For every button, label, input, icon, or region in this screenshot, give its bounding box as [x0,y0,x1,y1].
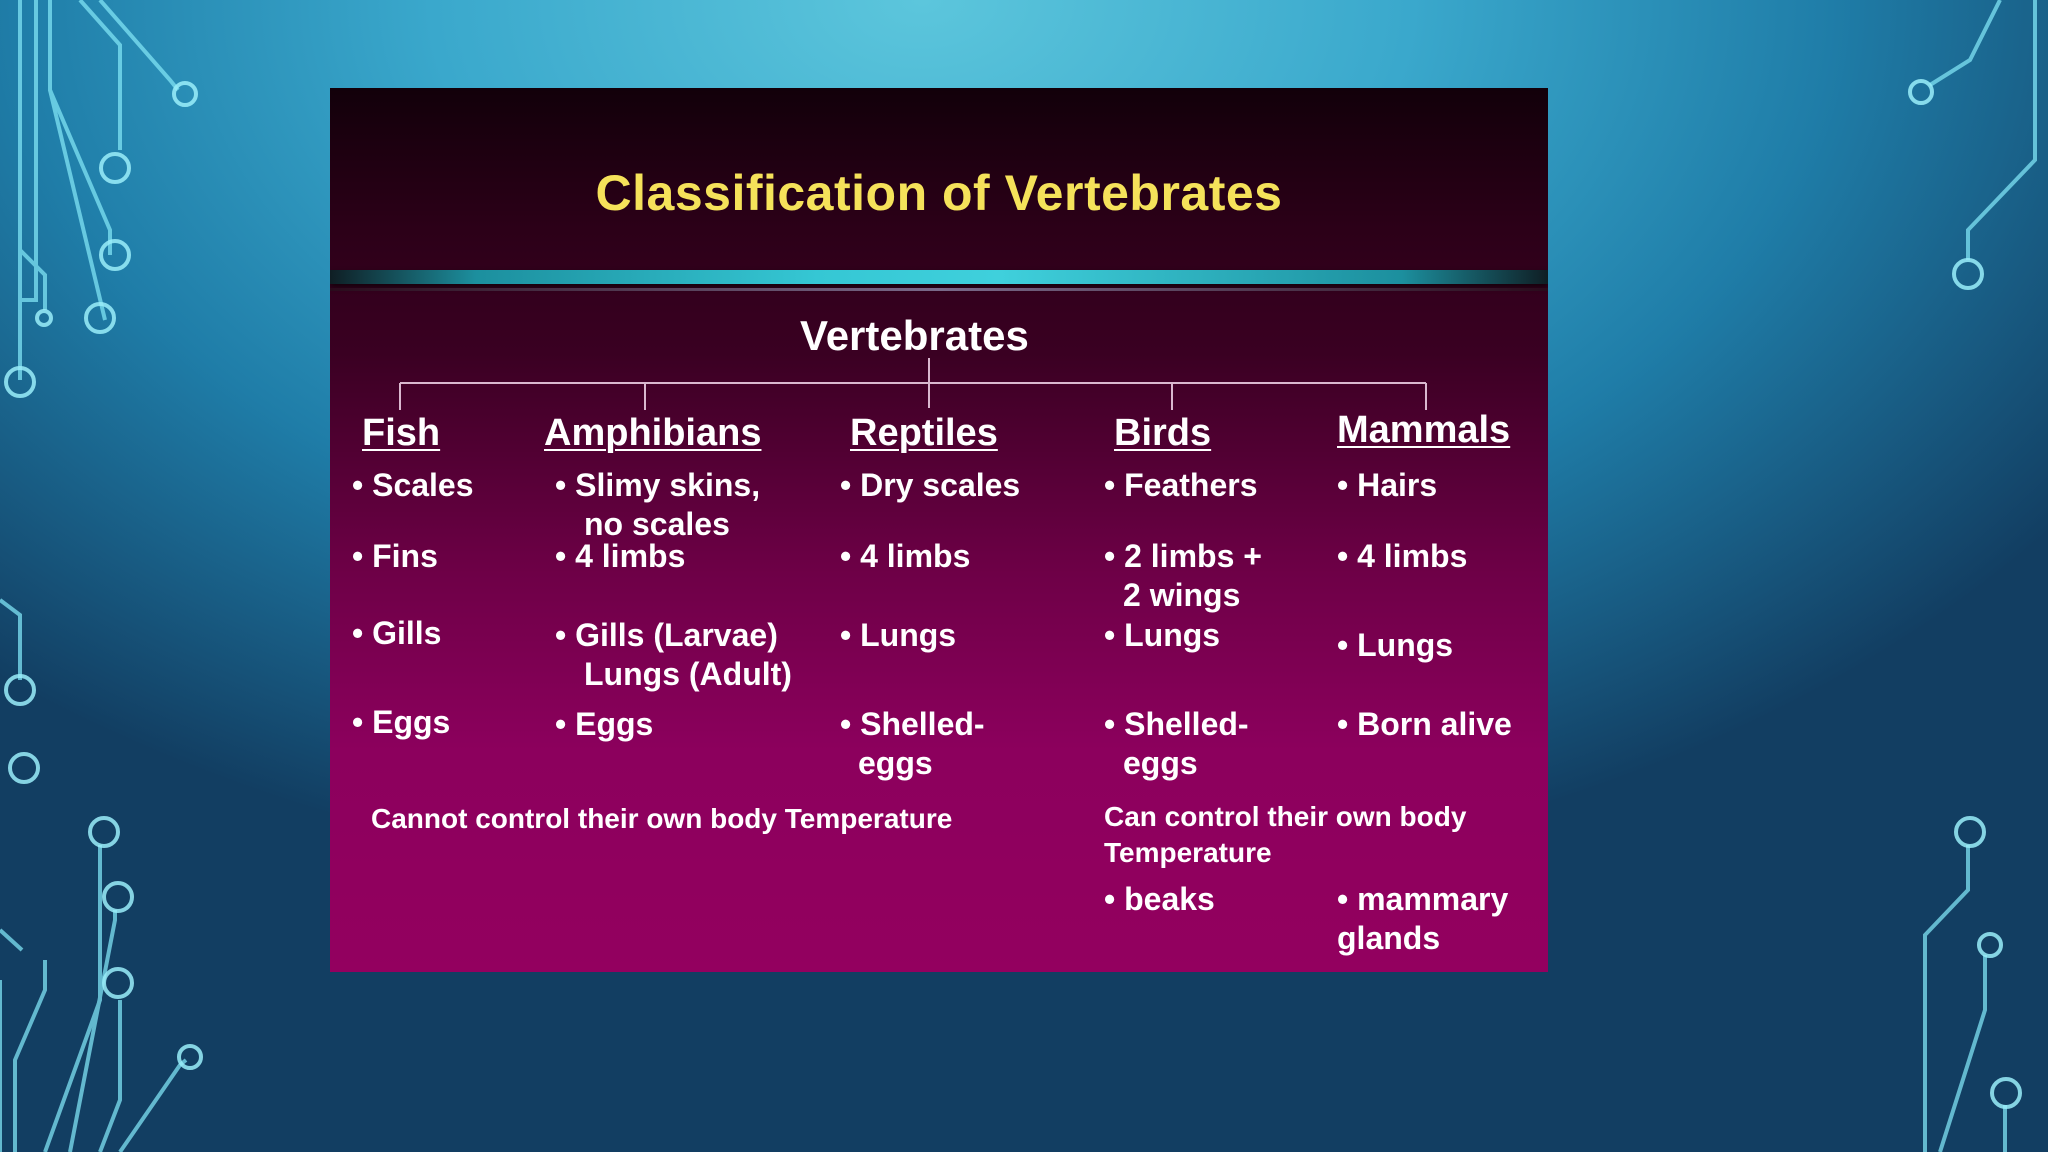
slide-title: Classification of Vertebrates [595,165,1283,221]
group-header-birds: Birds [1114,412,1212,454]
list-item: • Lungs [1104,617,1221,653]
list-item: no scales [584,506,730,542]
list-item: • Slimy skins, [555,467,761,503]
slide [330,88,1548,972]
list-item: • Lungs [840,617,957,653]
warm-blooded-note-line2: Temperature [1104,837,1272,868]
list-item: • Hairs [1337,467,1438,503]
tree-connectors [330,88,1548,972]
list-item: • 4 limbs [840,538,971,574]
list-item: • Gills (Larvae) [555,617,778,653]
cold-blooded-note: Cannot control their own body Temperature [371,803,953,834]
list-item: • Shelled- [1104,706,1249,742]
birds-extra-beaks: • beaks [1104,881,1215,917]
mammals-extra-line1: • mammary [1337,881,1509,917]
group-header-mammals: Mammals [1337,409,1511,451]
list-item: • Shelled- [840,706,985,742]
group-header-reptiles: Reptiles [850,412,998,454]
warm-blooded-note-line1: Can control their own body [1104,801,1467,832]
list-item: Lungs (Adult) [584,656,792,692]
list-item: • 2 limbs + [1104,538,1262,574]
list-item: • Fins [352,538,438,574]
root-label: Vertebrates [800,312,1029,359]
list-item: • Scales [352,467,474,503]
mammals-extra-line2: glands [1337,920,1441,956]
list-item: • 4 limbs [555,538,686,574]
group-header-fish: Fish [362,412,441,454]
list-item: • 4 limbs [1337,538,1468,574]
list-item: eggs [1123,745,1198,781]
list-item: • Feathers [1104,467,1258,503]
list-item: • Lungs [1337,627,1454,663]
list-item: • Born alive [1337,706,1512,742]
list-item: • Eggs [555,706,654,742]
list-item: • Dry scales [840,467,1021,503]
list-item: • Eggs [352,704,451,740]
list-item: 2 wings [1123,577,1241,613]
list-item: eggs [858,745,933,781]
list-item: • Gills [352,615,442,651]
group-header-amphibians: Amphibians [544,412,762,454]
